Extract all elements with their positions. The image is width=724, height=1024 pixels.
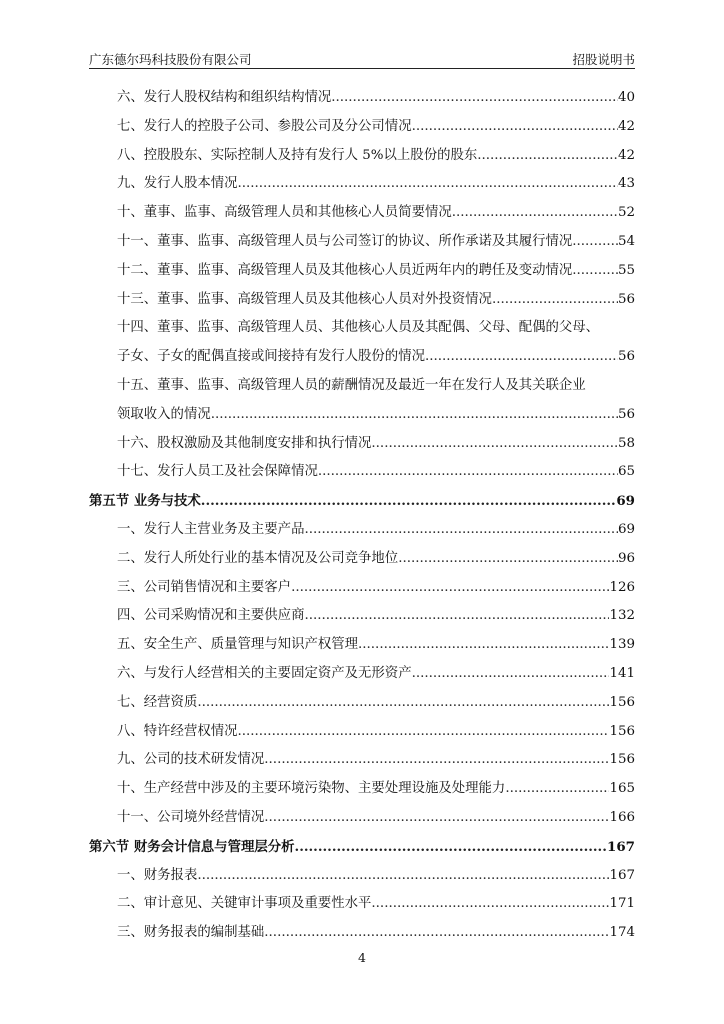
toc-entry-page: 43	[617, 176, 635, 192]
toc-entry-page: 40	[617, 90, 635, 105]
toc-entry-title: 十三、董事、监事、高级管理人员及其他核心人员对外投资情况	[117, 291, 492, 307]
toc-leader-dots	[264, 804, 609, 833]
toc-entry[interactable]	[89, 113, 635, 142]
toc-entry-page: 174	[609, 925, 635, 941]
toc-section-entry[interactable]	[89, 833, 635, 862]
toc-entry-page: 167	[607, 838, 635, 855]
toc-entry-title: 八、特许经营权情况	[117, 723, 238, 739]
toc-entry[interactable]	[89, 372, 635, 401]
toc-entry[interactable]	[89, 862, 635, 891]
toc-entry[interactable]	[89, 257, 635, 286]
toc-entry[interactable]	[89, 84, 635, 113]
toc-leader-dots	[331, 84, 618, 113]
toc-entry-title: 六、与发行人经营相关的主要固定资产及无形资产	[117, 665, 412, 681]
toc-entry-title: 三、财务报表的编制基础	[117, 925, 265, 941]
toc-entry-title: 七、经营资质	[117, 694, 198, 710]
toc-leader-dots	[425, 343, 618, 372]
table-of-contents	[89, 84, 635, 948]
toc-entry-title: 十二、董事、监事、高级管理人员及其他核心人员近两年内的聘任及变动情况	[117, 262, 573, 278]
toc-entry-page: 165	[609, 781, 635, 797]
toc-entry-page: 156	[609, 694, 635, 710]
toc-entry-page: 69	[616, 493, 635, 510]
toc-entry[interactable]	[89, 170, 635, 199]
toc-entry-title: 九、发行人股本情况	[117, 176, 238, 192]
toc-entry-title: 二、审计意见、关键审计事项及重要性水平	[117, 896, 372, 912]
toc-entry-title: 一、财务报表	[117, 867, 198, 883]
toc-entry[interactable]	[89, 718, 635, 747]
toc-leader-dots	[304, 516, 617, 545]
toc-entry-title: 六、发行人股权结构和组织结构情况	[117, 90, 332, 105]
toc-entry[interactable]	[89, 775, 635, 804]
toc-entry-page: 96	[617, 550, 635, 566]
toc-entry-title: 十四、董事、监事、高级管理人员、其他核心人员及其配偶、父母、配偶的父母、	[117, 320, 600, 336]
toc-entry[interactable]	[89, 199, 635, 228]
toc-entry[interactable]	[89, 228, 635, 257]
toc-entry-title: 领取收入的情况	[117, 406, 211, 422]
toc-entry[interactable]	[89, 919, 635, 948]
toc-entry-title: 四、公司采购情况和主要供应商	[117, 608, 305, 624]
toc-entry-title: 九、公司的技术研发情况	[117, 752, 265, 768]
toc-leader-dots	[398, 545, 618, 574]
toc-entry-title: 十六、股权激励及其他制度安排和执行情况	[117, 435, 372, 451]
toc-entry-page: 56	[617, 406, 635, 422]
toc-entry[interactable]	[89, 286, 635, 315]
toc-entry[interactable]	[89, 631, 635, 660]
toc-leader-dots	[295, 833, 608, 862]
toc-entry-page: 52	[617, 205, 635, 221]
toc-entry[interactable]	[89, 516, 635, 545]
toc-entry[interactable]	[89, 890, 635, 919]
toc-entry[interactable]	[89, 602, 635, 631]
toc-entry[interactable]	[89, 142, 635, 171]
toc-leader-dots	[318, 458, 618, 487]
toc-entry-title: 十、生产经营中涉及的主要环境污染物、主要处理设施及处理能力	[117, 781, 506, 797]
toc-entry-title: 八、控股股东、实际控制人及持有发行人 5%以上股份的股东	[117, 147, 478, 163]
toc-entry-page: 55	[617, 262, 635, 278]
toc-entry-page: 65	[617, 464, 635, 480]
toc-entry-page: 156	[609, 723, 635, 739]
toc-entry-page: 167	[609, 867, 635, 883]
toc-entry-page: 126	[609, 579, 635, 595]
toc-entry-page: 139	[609, 637, 635, 653]
toc-entry-title: 五、安全生产、质量管理与知识产权管理	[117, 637, 359, 653]
toc-entry[interactable]	[89, 430, 635, 459]
toc-leader-dots	[371, 890, 609, 919]
toc-entry[interactable]	[89, 314, 635, 343]
toc-leader-dots	[412, 113, 618, 142]
toc-entry-title: 十七、发行人员工及社会保障情况	[117, 464, 318, 480]
toc-entry-title: 十一、公司境外经营情况	[117, 809, 265, 825]
toc-leader-dots	[452, 199, 618, 228]
toc-entry[interactable]	[89, 458, 635, 487]
toc-leader-dots	[358, 631, 609, 660]
toc-entry-page: 132	[609, 608, 635, 624]
toc-leader-dots	[505, 775, 609, 804]
toc-entry-page: 54	[617, 233, 635, 249]
toc-entry[interactable]	[89, 804, 635, 833]
toc-entry[interactable]	[89, 574, 635, 603]
toc-entry[interactable]	[89, 401, 635, 430]
toc-leader-dots	[572, 228, 618, 257]
toc-entry-page: 166	[609, 809, 635, 825]
toc-entry-title: 十五、董事、监事、高级管理人员的薪酬情况及最近一年在发行人及其关联企业	[117, 377, 586, 393]
toc-entry-title: 第五节 业务与技术	[89, 493, 201, 510]
toc-entry[interactable]	[89, 746, 635, 775]
toc-entry-page: 58	[617, 435, 635, 451]
toc-leader-dots	[371, 430, 618, 459]
page-number: 4	[358, 950, 366, 965]
toc-leader-dots	[264, 919, 609, 948]
toc-entry[interactable]	[89, 689, 635, 718]
toc-entry-page: 69	[617, 521, 635, 537]
toc-entry-title: 一、发行人主营业务及主要产品	[117, 521, 305, 537]
toc-entry-title: 二、发行人所处行业的基本情况及公司竞争地位	[117, 550, 399, 566]
toc-leader-dots	[211, 401, 618, 430]
toc-entry-page: 141	[609, 665, 635, 681]
toc-entry-page: 42	[617, 147, 635, 163]
toc-entry-title: 七、发行人的控股子公司、参股公司及分公司情况	[117, 118, 412, 134]
toc-leader-dots	[412, 660, 610, 689]
toc-entry-title: 子女、子女的配偶直接或间接持有发行人股份的情况	[117, 349, 425, 365]
toc-leader-dots	[197, 862, 609, 891]
toc-leader-dots	[201, 487, 617, 516]
toc-leader-dots	[492, 286, 618, 315]
header-document-type: 招股说明书	[572, 52, 635, 67]
toc-entry-page: 56	[617, 349, 635, 365]
toc-leader-dots	[197, 689, 609, 718]
toc-entry[interactable]	[89, 660, 635, 689]
toc-section-entry[interactable]	[89, 487, 635, 516]
header-company-name: 广东德尔玛科技股份有限公司	[89, 52, 252, 67]
toc-leader-dots	[477, 142, 618, 171]
toc-entry-page: 42	[617, 118, 635, 134]
toc-entry[interactable]	[89, 343, 635, 372]
toc-entry-title: 十一、董事、监事、高级管理人员与公司签订的协议、所作承诺及其履行情况	[117, 233, 573, 249]
toc-entry-page: 171	[609, 896, 635, 912]
toc-entry-page: 56	[617, 291, 635, 307]
toc-entry[interactable]	[89, 545, 635, 574]
toc-leader-dots	[238, 718, 610, 747]
toc-entry-page: 156	[609, 752, 635, 768]
toc-leader-dots	[264, 746, 609, 775]
toc-entry-title: 十、董事、监事、高级管理人员和其他核心人员简要情况	[117, 205, 452, 221]
toc-leader-dots	[291, 574, 609, 603]
toc-entry-title: 第六节 财务会计信息与管理层分析	[89, 838, 295, 855]
toc-entry-title: 三、公司销售情况和主要客户	[117, 579, 292, 595]
toc-leader-dots	[238, 170, 618, 199]
page-header	[89, 50, 635, 69]
toc-leader-dots	[572, 257, 618, 286]
toc-leader-dots	[304, 602, 609, 631]
